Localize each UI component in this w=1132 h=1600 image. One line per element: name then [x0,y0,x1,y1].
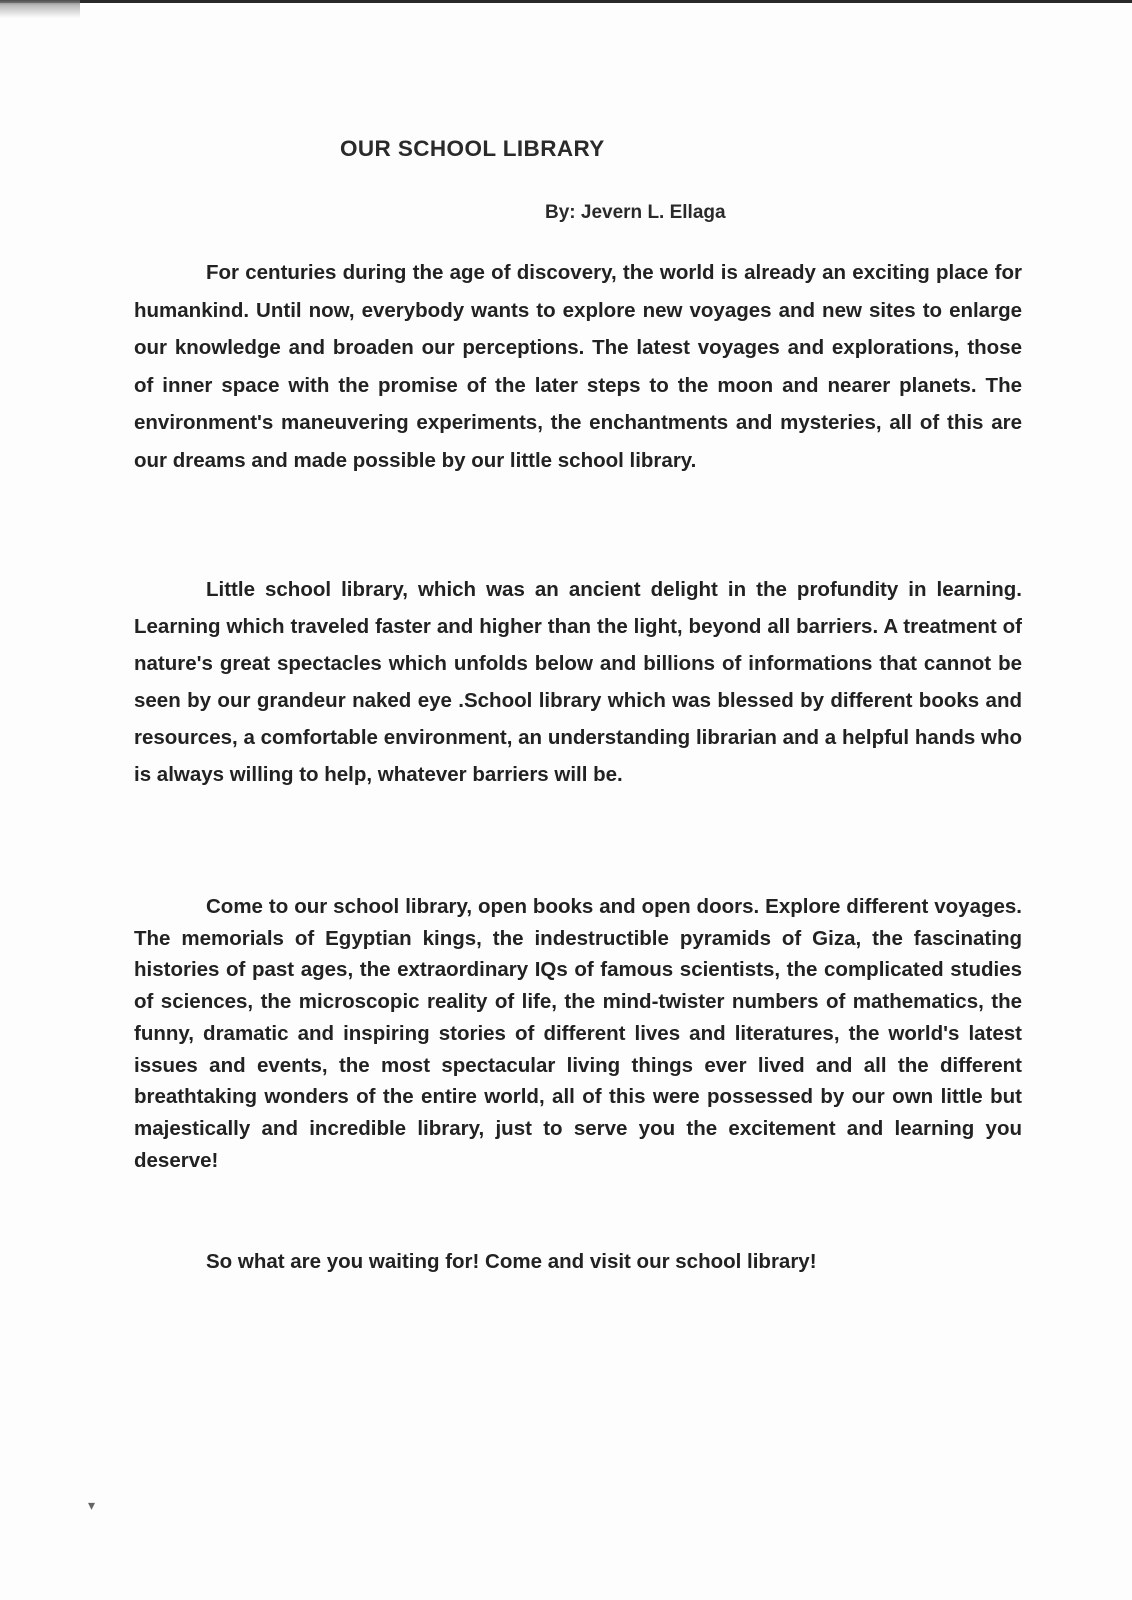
paragraph-2: Little school library, which was an ancient delight in the profundity in learning. Learning which traveled faster and higher than the light, beyond all barriers. A treatment of nature's great spectacles which unfolds below and billions of informations that cannot be seen by our grandeur naked eye .School library which was blessed by different books and resources, a comfortable environment, an understanding librarian and a helpful hands who is always willing to help, whatever barriers will be. [134,578,1022,786]
scan-top-edge [0,0,1132,3]
scan-speck: ▾ [88,1497,96,1513]
paragraph-3: Come to our school library, open books and open doors. Explore different voyages. The memorials of Egyptian kings, the indestructible pyramids of Giza, the fascinating histories of past ages, the extraordinary IQs of famous scientists, the complicated studies of sciences, the microscopic reality of life, the mind-twister numbers of mathematics, the funny, dramatic and inspiring stories of different lives and literatures, the world's latest issues and events, the most spectacular living things ever lived and all the different breathtaking wonders of the entire world, all of this were possessed by our own little but majestically and incredible library, just to serve you the excitement and learning you deserve! [134,895,1022,1172]
author-byline: By: Jevern L. Ellaga [545,202,726,223]
scan-smudge [0,0,80,18]
paragraph-1: For centuries during the age of discovery, the world is already an exciting place for humankind. Until now, everybody wants to explore new voyages and new sites to enlarge our knowledge and broaden our perceptions. The latest voyages and explorations, those of inner space with the promise of the later steps to the moon and nearer planets. The environment's maneuvering experiments, the enchantments and mysteries, all of this are our dreams and made possible by our little school library. [134,261,1022,472]
closing-line: So what are you waiting for! Come and visit our school library! [206,1250,817,1273]
document-title: OUR SCHOOL LIBRARY [340,136,605,161]
